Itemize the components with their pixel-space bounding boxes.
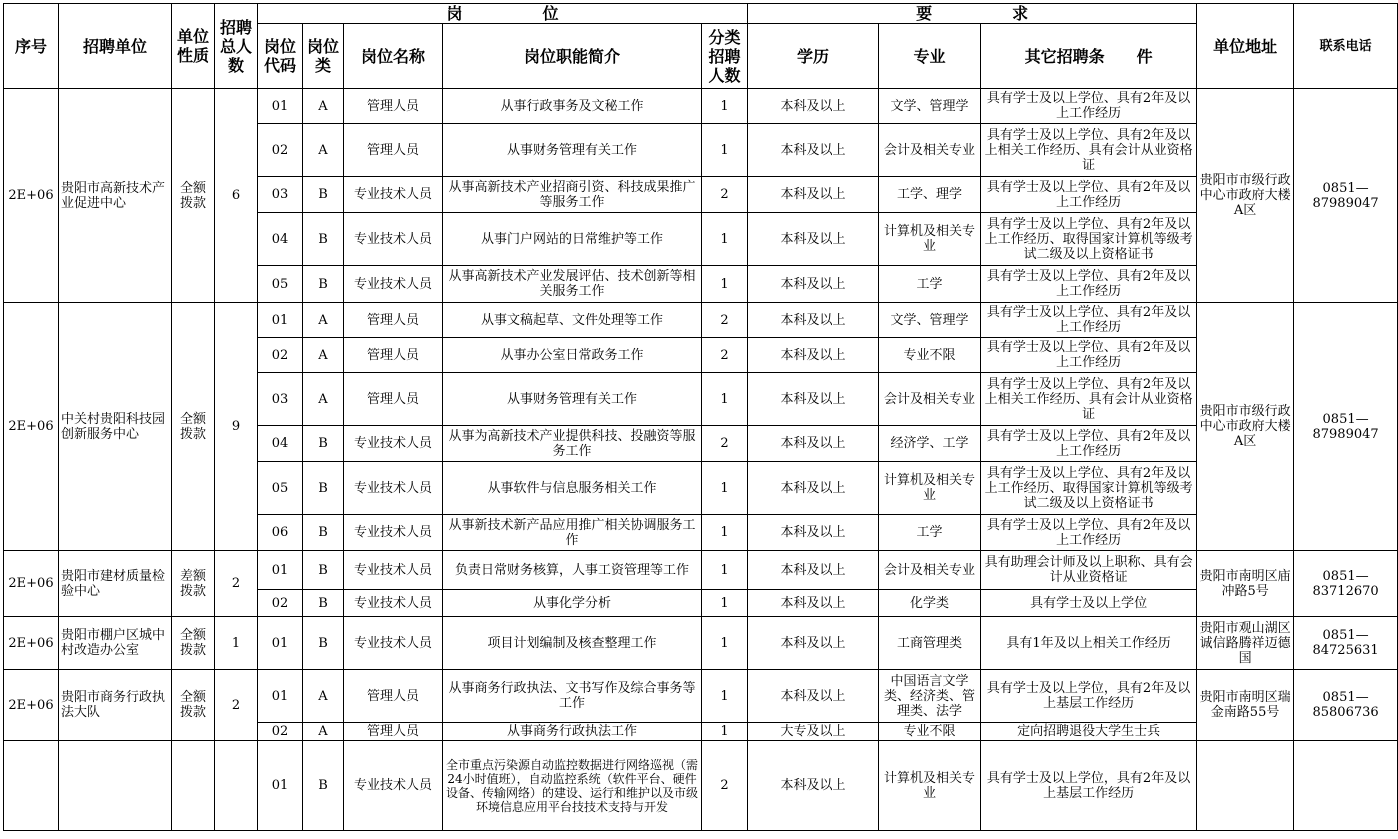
post-education-cell: 本科及以上	[748, 338, 879, 373]
header-category: 岗位类	[303, 24, 344, 89]
post-other-cell: 具有学士及以上学位，具有2年及以上基层工作经历	[981, 670, 1197, 723]
post-count-cell: 1	[702, 515, 748, 551]
post-education-cell: 本科及以上	[748, 462, 879, 515]
post-major-cell: 工学	[879, 266, 981, 303]
unit-phone-cell: 0851—84725631	[1294, 617, 1398, 670]
header-post-desc: 岗位职能简介	[443, 24, 702, 89]
post-category-cell: B	[303, 266, 344, 303]
post-major-cell: 会计及相关专业	[879, 124, 981, 177]
post-major-cell: 计算机及相关专业	[879, 462, 981, 515]
header-req-group: 要 求	[748, 4, 1197, 24]
post-code-cell: 02	[258, 723, 303, 741]
unit-address-cell: 贵阳市观山湖区诚信路腾祥迈德国	[1197, 617, 1294, 670]
post-other-cell: 具有学士及以上学位、具有2年及以上工作经历	[981, 426, 1197, 462]
post-category-cell: B	[303, 177, 344, 213]
post-count-cell: 2	[702, 426, 748, 462]
post-category-cell: B	[303, 590, 344, 617]
post-count-cell: 1	[702, 462, 748, 515]
post-desc-cell: 从事办公室日常政务工作	[443, 338, 702, 373]
post-code-cell: 01	[258, 89, 303, 124]
post-major-cell: 中国语言文学类、经济类、管理类、法学	[879, 670, 981, 723]
post-code-cell: 02	[258, 124, 303, 177]
post-name-cell: 专业技术人员	[344, 426, 443, 462]
unit-phone-cell	[1294, 741, 1398, 831]
post-name-cell: 管理人员	[344, 303, 443, 338]
header-seq: 序号	[4, 4, 59, 89]
post-code-cell: 06	[258, 515, 303, 551]
table-row	[4, 89, 1398, 124]
header-count: 分类招聘人数	[702, 24, 748, 89]
unit-total-cell: 2	[215, 670, 258, 741]
post-major-cell: 文学、管理学	[879, 303, 981, 338]
post-desc-cell: 从事为高新技术产业提供科技、投融资等服务工作	[443, 426, 702, 462]
post-education-cell: 本科及以上	[748, 124, 879, 177]
post-education-cell: 本科及以上	[748, 177, 879, 213]
post-category-cell: A	[303, 338, 344, 373]
header-total: 招聘总人数	[215, 4, 258, 89]
unit-address-cell: 贵阳市南明区瑞金南路55号	[1197, 670, 1294, 741]
post-category-cell: A	[303, 303, 344, 338]
post-education-cell: 本科及以上	[748, 590, 879, 617]
post-count-cell: 2	[702, 741, 748, 831]
post-major-cell: 会计及相关专业	[879, 551, 981, 590]
post-education-cell: 本科及以上	[748, 213, 879, 266]
post-code-cell: 01	[258, 741, 303, 831]
unit-total-cell: 2	[215, 551, 258, 617]
seq-cell: 2E+06	[4, 303, 59, 551]
post-category-cell: A	[303, 89, 344, 124]
header-unit: 招聘单位	[59, 4, 172, 89]
post-major-cell: 文学、管理学	[879, 89, 981, 124]
post-code-cell: 01	[258, 670, 303, 723]
post-name-cell: 专业技术人员	[344, 213, 443, 266]
post-code-cell: 02	[258, 338, 303, 373]
unit-name-cell: 中关村贵阳科技园创新服务中心	[59, 303, 172, 551]
post-code-cell: 01	[258, 303, 303, 338]
post-other-cell: 具有学士及以上学位，具有2年及以上基层工作经历	[981, 741, 1197, 831]
post-code-cell: 04	[258, 213, 303, 266]
post-education-cell: 本科及以上	[748, 741, 879, 831]
post-category-cell: B	[303, 213, 344, 266]
post-name-cell: 专业技术人员	[344, 266, 443, 303]
unit-phone-cell: 0851—87989047	[1294, 89, 1398, 303]
unit-address-cell: 贵阳市南明区庙冲路5号	[1197, 551, 1294, 617]
post-category-cell: B	[303, 551, 344, 590]
post-major-cell: 专业不限	[879, 723, 981, 741]
unit-total-cell: 6	[215, 89, 258, 303]
seq-cell	[4, 741, 59, 831]
unit-address-cell	[1197, 741, 1294, 831]
header-education: 学历	[748, 24, 879, 89]
post-desc-cell: 从事文稿起草、文件处理等工作	[443, 303, 702, 338]
post-desc-cell: 从事化学分析	[443, 590, 702, 617]
header-major: 专业	[879, 24, 981, 89]
unit-address-cell: 贵阳市市级行政中心市政府大楼A区	[1197, 89, 1294, 303]
post-category-cell: A	[303, 670, 344, 723]
post-code-cell: 02	[258, 590, 303, 617]
table-row	[4, 551, 1398, 590]
seq-cell: 2E+06	[4, 670, 59, 741]
post-other-cell: 具有学士及以上学位、具有2年及以上工作经历	[981, 303, 1197, 338]
unit-nature-cell: 差额拨款	[172, 551, 215, 617]
post-count-cell: 1	[702, 124, 748, 177]
post-category-cell: B	[303, 515, 344, 551]
post-code-cell: 03	[258, 373, 303, 426]
post-name-cell: 管理人员	[344, 723, 443, 741]
post-education-cell: 本科及以上	[748, 426, 879, 462]
post-code-cell: 05	[258, 462, 303, 515]
recruitment-table	[3, 3, 1398, 831]
post-name-cell: 专业技术人员	[344, 515, 443, 551]
post-category-cell: B	[303, 426, 344, 462]
unit-total-cell: 1	[215, 617, 258, 670]
post-desc-cell: 负责日常财务核算，人事工资管理等工作	[443, 551, 702, 590]
post-other-cell: 具有助理会计师及以上职称、具有会计从业资格证	[981, 551, 1197, 590]
post-desc-cell: 从事门户网站的日常维护等工作	[443, 213, 702, 266]
unit-phone-cell: 0851—87989047	[1294, 303, 1398, 551]
post-major-cell: 经济学、工学	[879, 426, 981, 462]
post-category-cell: B	[303, 617, 344, 670]
post-education-cell: 本科及以上	[748, 373, 879, 426]
post-other-cell: 具有学士及以上学位、具有2年及以上相关工作经历、具有会计从业资格证	[981, 124, 1197, 177]
post-desc-cell: 从事商务行政执法、文书写作及综合事务等工作	[443, 670, 702, 723]
seq-cell: 2E+06	[4, 89, 59, 303]
post-name-cell: 专业技术人员	[344, 551, 443, 590]
post-count-cell: 1	[702, 670, 748, 723]
post-count-cell: 1	[702, 590, 748, 617]
post-desc-cell: 从事高新技术产业发展评估、技术创新等相关服务工作	[443, 266, 702, 303]
header-code: 岗位代码	[258, 24, 303, 89]
post-name-cell: 管理人员	[344, 373, 443, 426]
post-count-cell: 2	[702, 303, 748, 338]
post-major-cell: 工学、理学	[879, 177, 981, 213]
post-name-cell: 专业技术人员	[344, 177, 443, 213]
post-code-cell: 03	[258, 177, 303, 213]
post-name-cell: 专业技术人员	[344, 462, 443, 515]
post-desc-cell: 从事高新技术产业招商引资、科技成果推广等服务工作	[443, 177, 702, 213]
post-major-cell: 会计及相关专业	[879, 373, 981, 426]
post-other-cell: 具有学士及以上学位、具有2年及以上工作经历、取得国家计算机等级考试二级及以上资格证书	[981, 462, 1197, 515]
post-major-cell: 计算机及相关专业	[879, 741, 981, 831]
post-category-cell: A	[303, 723, 344, 741]
unit-total-cell	[215, 741, 258, 831]
post-other-cell: 具有学士及以上学位、具有2年及以上工作经历	[981, 89, 1197, 124]
header-phone: 联系电话	[1294, 4, 1398, 89]
unit-nature-cell: 全额拨款	[172, 89, 215, 303]
unit-nature-cell: 全额拨款	[172, 670, 215, 741]
post-count-cell: 1	[702, 89, 748, 124]
unit-nature-cell: 全额拨款	[172, 617, 215, 670]
seq-cell: 2E+06	[4, 617, 59, 670]
post-name-cell: 管理人员	[344, 338, 443, 373]
post-count-cell: 2	[702, 338, 748, 373]
post-count-cell: 1	[702, 266, 748, 303]
post-desc-cell: 从事商务行政执法工作	[443, 723, 702, 741]
unit-name-cell: 贵阳市建材质量检验中心	[59, 551, 172, 617]
post-education-cell: 本科及以上	[748, 551, 879, 590]
post-other-cell: 具有学士及以上学位、具有2年及以上相关工作经历、具有会计从业资格证	[981, 373, 1197, 426]
unit-nature-cell	[172, 741, 215, 831]
post-name-cell: 专业技术人员	[344, 590, 443, 617]
unit-nature-cell: 全额拨款	[172, 303, 215, 551]
post-category-cell: B	[303, 462, 344, 515]
header-post-group: 岗 位	[258, 4, 748, 24]
post-desc-cell: 项目计划编制及核查整理工作	[443, 617, 702, 670]
seq-cell: 2E+06	[4, 551, 59, 617]
post-code-cell: 01	[258, 617, 303, 670]
unit-name-cell: 贵阳市高新技术产业促进中心	[59, 89, 172, 303]
post-education-cell: 本科及以上	[748, 515, 879, 551]
post-count-cell: 1	[702, 617, 748, 670]
header-address: 单位地址	[1197, 4, 1294, 89]
post-count-cell: 1	[702, 373, 748, 426]
unit-name-cell: 贵阳市商务行政执法大队	[59, 670, 172, 741]
post-education-cell: 本科及以上	[748, 89, 879, 124]
post-code-cell: 05	[258, 266, 303, 303]
post-count-cell: 1	[702, 551, 748, 590]
table-row	[4, 670, 1398, 723]
post-category-cell: B	[303, 741, 344, 831]
post-name-cell: 管理人员	[344, 89, 443, 124]
post-major-cell: 工商管理类	[879, 617, 981, 670]
post-other-cell: 具有学士及以上学位、具有2年及以上工作经历	[981, 515, 1197, 551]
post-code-cell: 04	[258, 426, 303, 462]
post-other-cell: 定向招聘退役大学生士兵	[981, 723, 1197, 741]
post-count-cell: 1	[702, 213, 748, 266]
post-category-cell: A	[303, 124, 344, 177]
table-row	[4, 303, 1398, 338]
post-desc-cell: 从事软件与信息服务相关工作	[443, 462, 702, 515]
unit-name-cell: 贵阳市棚户区城中村改造办公室	[59, 617, 172, 670]
post-count-cell: 1	[702, 723, 748, 741]
post-education-cell: 本科及以上	[748, 670, 879, 723]
post-major-cell: 工学	[879, 515, 981, 551]
post-major-cell: 化学类	[879, 590, 981, 617]
unit-name-cell	[59, 741, 172, 831]
table-row	[4, 617, 1398, 670]
post-name-cell: 管理人员	[344, 670, 443, 723]
post-education-cell: 本科及以上	[748, 266, 879, 303]
post-desc-cell: 从事财务管理有关工作	[443, 373, 702, 426]
post-name-cell: 专业技术人员	[344, 741, 443, 831]
post-desc-cell: 从事财务管理有关工作	[443, 124, 702, 177]
post-major-cell: 计算机及相关专业	[879, 213, 981, 266]
post-other-cell: 具有学士及以上学位、具有2年及以上工作经历	[981, 266, 1197, 303]
header-nature: 单位性质	[172, 4, 215, 89]
post-code-cell: 01	[258, 551, 303, 590]
unit-phone-cell: 0851—83712670	[1294, 551, 1398, 617]
post-name-cell: 专业技术人员	[344, 617, 443, 670]
post-name-cell: 管理人员	[344, 124, 443, 177]
post-other-cell: 具有学士及以上学位、具有2年及以上工作经历	[981, 338, 1197, 373]
post-desc-cell: 从事新技术新产品应用推广相关协调服务工作	[443, 515, 702, 551]
post-other-cell: 具有学士及以上学位、具有2年及以上工作经历、取得国家计算机等级考试二级及以上资格证书	[981, 213, 1197, 266]
post-desc-cell: 全市重点污染源自动监控数据进行网络巡视（需24小时值班），自动监控系统（软件平台、硬件设备、传输网络）的建设、运行和维护以及市级环境信息应用平台技技术支持与开发	[443, 741, 702, 831]
post-other-cell: 具有学士及以上学位、具有2年及以上工作经历	[981, 177, 1197, 213]
post-major-cell: 专业不限	[879, 338, 981, 373]
unit-total-cell: 9	[215, 303, 258, 551]
post-other-cell: 具有学士及以上学位	[981, 590, 1197, 617]
header-post-name: 岗位名称	[344, 24, 443, 89]
post-category-cell: A	[303, 373, 344, 426]
header-other: 其它招聘条 件	[981, 24, 1197, 89]
post-education-cell: 大专及以上	[748, 723, 879, 741]
table-row	[4, 741, 1398, 831]
post-desc-cell: 从事行政事务及文秘工作	[443, 89, 702, 124]
post-other-cell: 具有1年及以上相关工作经历	[981, 617, 1197, 670]
post-education-cell: 本科及以上	[748, 617, 879, 670]
post-count-cell: 2	[702, 177, 748, 213]
unit-address-cell: 贵阳市市级行政中心市政府大楼A区	[1197, 303, 1294, 551]
post-education-cell: 本科及以上	[748, 303, 879, 338]
unit-phone-cell: 0851—85806736	[1294, 670, 1398, 741]
